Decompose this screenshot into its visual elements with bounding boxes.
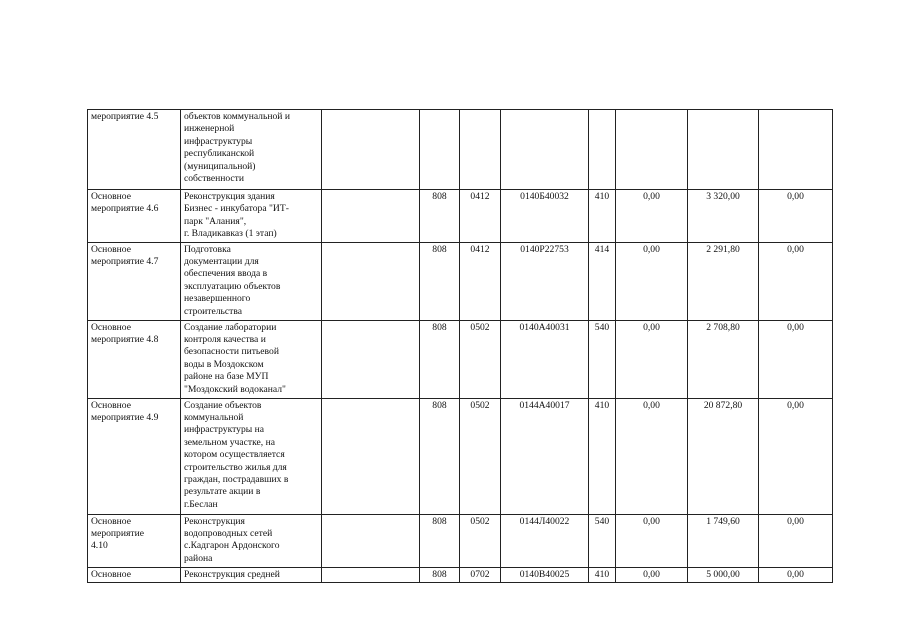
target-article-cell: 0144А40017 — [501, 398, 589, 514]
target-article-cell: 0140А40031 — [501, 320, 589, 398]
amount-2-cell: 20 872,80 — [688, 398, 759, 514]
expense-type-cell: 410 — [589, 567, 616, 582]
expense-type-cell: 540 — [589, 320, 616, 398]
amount-1-cell — [616, 110, 688, 190]
activity-description-cell: объектов коммунальной и инженерной инфраструктуры республиканской (муниципальной) собственности — [181, 110, 322, 190]
amount-3-cell: 0,00 — [759, 398, 833, 514]
section-code-cell: 0412 — [460, 242, 501, 320]
empty-cell — [322, 567, 420, 582]
amount-1-cell: 0,00 — [616, 190, 688, 243]
empty-cell — [322, 242, 420, 320]
section-code-cell: 0502 — [460, 320, 501, 398]
budget-table — [87, 109, 833, 583]
amount-1-cell: 0,00 — [616, 242, 688, 320]
department-code-cell: 808 — [420, 190, 460, 243]
empty-cell — [322, 320, 420, 398]
activity-description-cell: Реконструкция водопроводных сетей с.Кадгарон Ардонского района — [181, 514, 322, 567]
activity-description-cell: Реконструкция здания Бизнес - инкубатора "ИТ- парк "Алания", г. Владикавказ (1 этап) — [181, 190, 322, 243]
amount-3-cell: 0,00 — [759, 514, 833, 567]
activity-name-cell: мероприятие 4.5 — [88, 110, 181, 190]
table-row — [88, 242, 833, 320]
activity-name-cell: Основное мероприятие 4.8 — [88, 320, 181, 398]
table-row — [88, 320, 833, 398]
amount-3-cell: 0,00 — [759, 190, 833, 243]
department-code-cell: 808 — [420, 514, 460, 567]
department-code-cell — [420, 110, 460, 190]
target-article-cell — [501, 110, 589, 190]
activity-name-cell: Основное мероприятие 4.9 — [88, 398, 181, 514]
activity-description-cell: Реконструкция средней — [181, 567, 322, 582]
expense-type-cell — [589, 110, 616, 190]
target-article-cell: 0140Б40032 — [501, 190, 589, 243]
table-row — [88, 110, 833, 190]
department-code-cell: 808 — [420, 242, 460, 320]
department-code-cell: 808 — [420, 567, 460, 582]
table-row — [88, 514, 833, 567]
expense-type-cell: 410 — [589, 190, 616, 243]
activity-name-cell: Основное мероприятие 4.6 — [88, 190, 181, 243]
amount-2-cell: 3 320,00 — [688, 190, 759, 243]
amount-1-cell: 0,00 — [616, 567, 688, 582]
amount-2-cell: 5 000,00 — [688, 567, 759, 582]
department-code-cell: 808 — [420, 398, 460, 514]
target-article-cell: 0140Р22753 — [501, 242, 589, 320]
activity-description-cell: Создание объектов коммунальной инфраструктуры на земельном участке, на котором осуществляется строительство жилья для граждан, пострадавших в результате акции в г.Беслан — [181, 398, 322, 514]
table-row — [88, 398, 833, 514]
empty-cell — [322, 514, 420, 567]
activity-name-cell: Основное — [88, 567, 181, 582]
empty-cell — [322, 110, 420, 190]
target-article-cell: 0144Л40022 — [501, 514, 589, 567]
amount-1-cell: 0,00 — [616, 514, 688, 567]
amount-3-cell: 0,00 — [759, 567, 833, 582]
expense-type-cell: 540 — [589, 514, 616, 567]
amount-3-cell — [759, 110, 833, 190]
section-code-cell: 0502 — [460, 398, 501, 514]
amount-2-cell: 2 291,80 — [688, 242, 759, 320]
amount-1-cell: 0,00 — [616, 320, 688, 398]
amount-2-cell — [688, 110, 759, 190]
activity-name-cell: Основное мероприятие 4.10 — [88, 514, 181, 567]
section-code-cell — [460, 110, 501, 190]
table-row — [88, 567, 833, 582]
amount-3-cell: 0,00 — [759, 242, 833, 320]
section-code-cell: 0412 — [460, 190, 501, 243]
empty-cell — [322, 398, 420, 514]
section-code-cell: 0502 — [460, 514, 501, 567]
expense-type-cell: 410 — [589, 398, 616, 514]
target-article-cell: 0140В40025 — [501, 567, 589, 582]
table-row — [88, 190, 833, 243]
activity-description-cell: Подготовка документации для обеспечения ввода в эксплуатацию объектов незавершенного строительства — [181, 242, 322, 320]
amount-2-cell: 2 708,80 — [688, 320, 759, 398]
department-code-cell: 808 — [420, 320, 460, 398]
amount-1-cell: 0,00 — [616, 398, 688, 514]
activity-name-cell: Основное мероприятие 4.7 — [88, 242, 181, 320]
amount-2-cell: 1 749,60 — [688, 514, 759, 567]
amount-3-cell: 0,00 — [759, 320, 833, 398]
empty-cell — [322, 190, 420, 243]
activity-description-cell: Создание лаборатории контроля качества и безопасности питьевой воды в Моздокском районе на базе МУП "Моздокский водоканал" — [181, 320, 322, 398]
section-code-cell: 0702 — [460, 567, 501, 582]
expense-type-cell: 414 — [589, 242, 616, 320]
